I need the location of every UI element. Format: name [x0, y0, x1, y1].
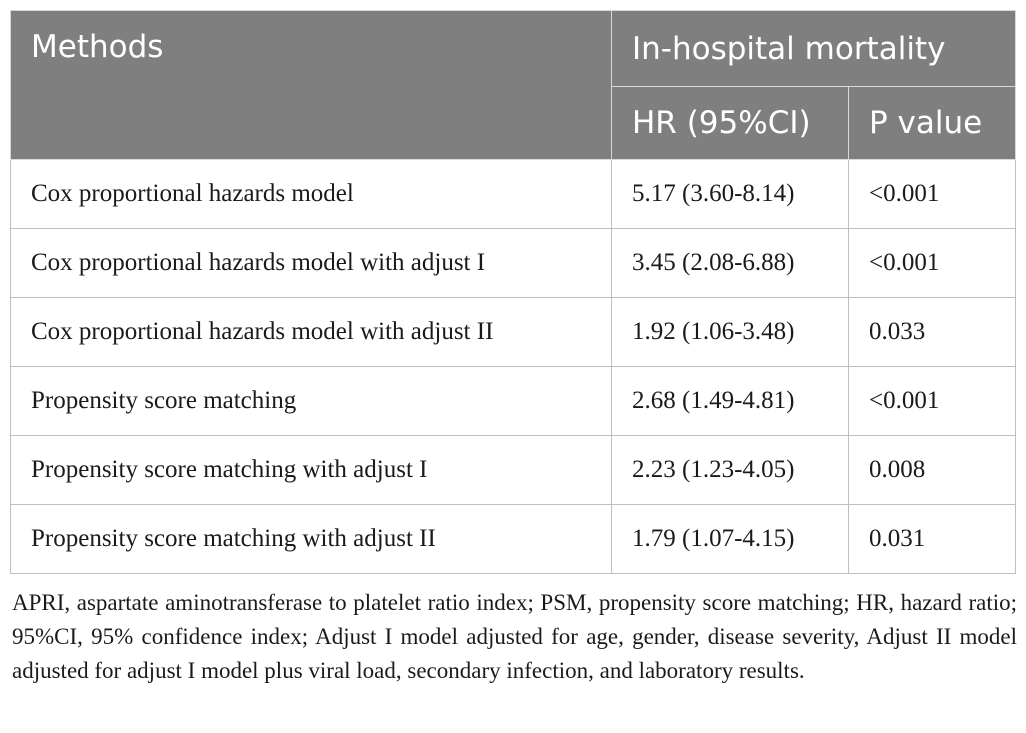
header-row-top [11, 11, 1016, 87]
header-in-hospital-mortality: In-hospital mortality [612, 11, 1016, 87]
hr-cell: 5.17 (3.60-8.14) [612, 160, 849, 229]
hr-cell: 1.79 (1.07-4.15) [612, 505, 849, 574]
header-hr: HR (95%CI) [612, 87, 849, 160]
hr-cell: 2.68 (1.49-4.81) [612, 367, 849, 436]
method-cell: Cox proportional hazards model with adjust I [11, 229, 612, 298]
table-row [11, 505, 1016, 574]
table-row [11, 229, 1016, 298]
hr-cell: 1.92 (1.06-3.48) [612, 298, 849, 367]
hr-cell: 3.45 (2.08-6.88) [612, 229, 849, 298]
method-cell: Propensity score matching with adjust I [11, 436, 612, 505]
p-value-cell: 0.008 [849, 436, 1016, 505]
p-value-cell: <0.001 [849, 367, 1016, 436]
table-row [11, 298, 1016, 367]
table-row [11, 436, 1016, 505]
p-value-cell: <0.001 [849, 160, 1016, 229]
header-methods: Methods [11, 11, 612, 160]
table-row [11, 367, 1016, 436]
method-cell: Cox proportional hazards model with adjust II [11, 298, 612, 367]
table-row [11, 160, 1016, 229]
results-table [10, 10, 1016, 574]
method-cell: Propensity score matching [11, 367, 612, 436]
p-value-cell: 0.033 [849, 298, 1016, 367]
hr-cell: 2.23 (1.23-4.05) [612, 436, 849, 505]
method-cell: Cox proportional hazards model [11, 160, 612, 229]
method-cell: Propensity score matching with adjust II [11, 505, 612, 574]
p-value-cell: <0.001 [849, 229, 1016, 298]
header-p-value: P value [849, 87, 1016, 160]
table-footnote: APRI, aspartate aminotransferase to platelet ratio index; PSM, propensity score matching; HR, hazard ratio; 95%CI, 95% confidence index; Adjust I model adjusted for age, gender, disease severity, Adjust II model adjusted for adjust I model plus viral load, secondary infection, and laboratory results. [12, 590, 1017, 683]
p-value-cell: 0.031 [849, 505, 1016, 574]
results-table-container [10, 10, 1015, 574]
